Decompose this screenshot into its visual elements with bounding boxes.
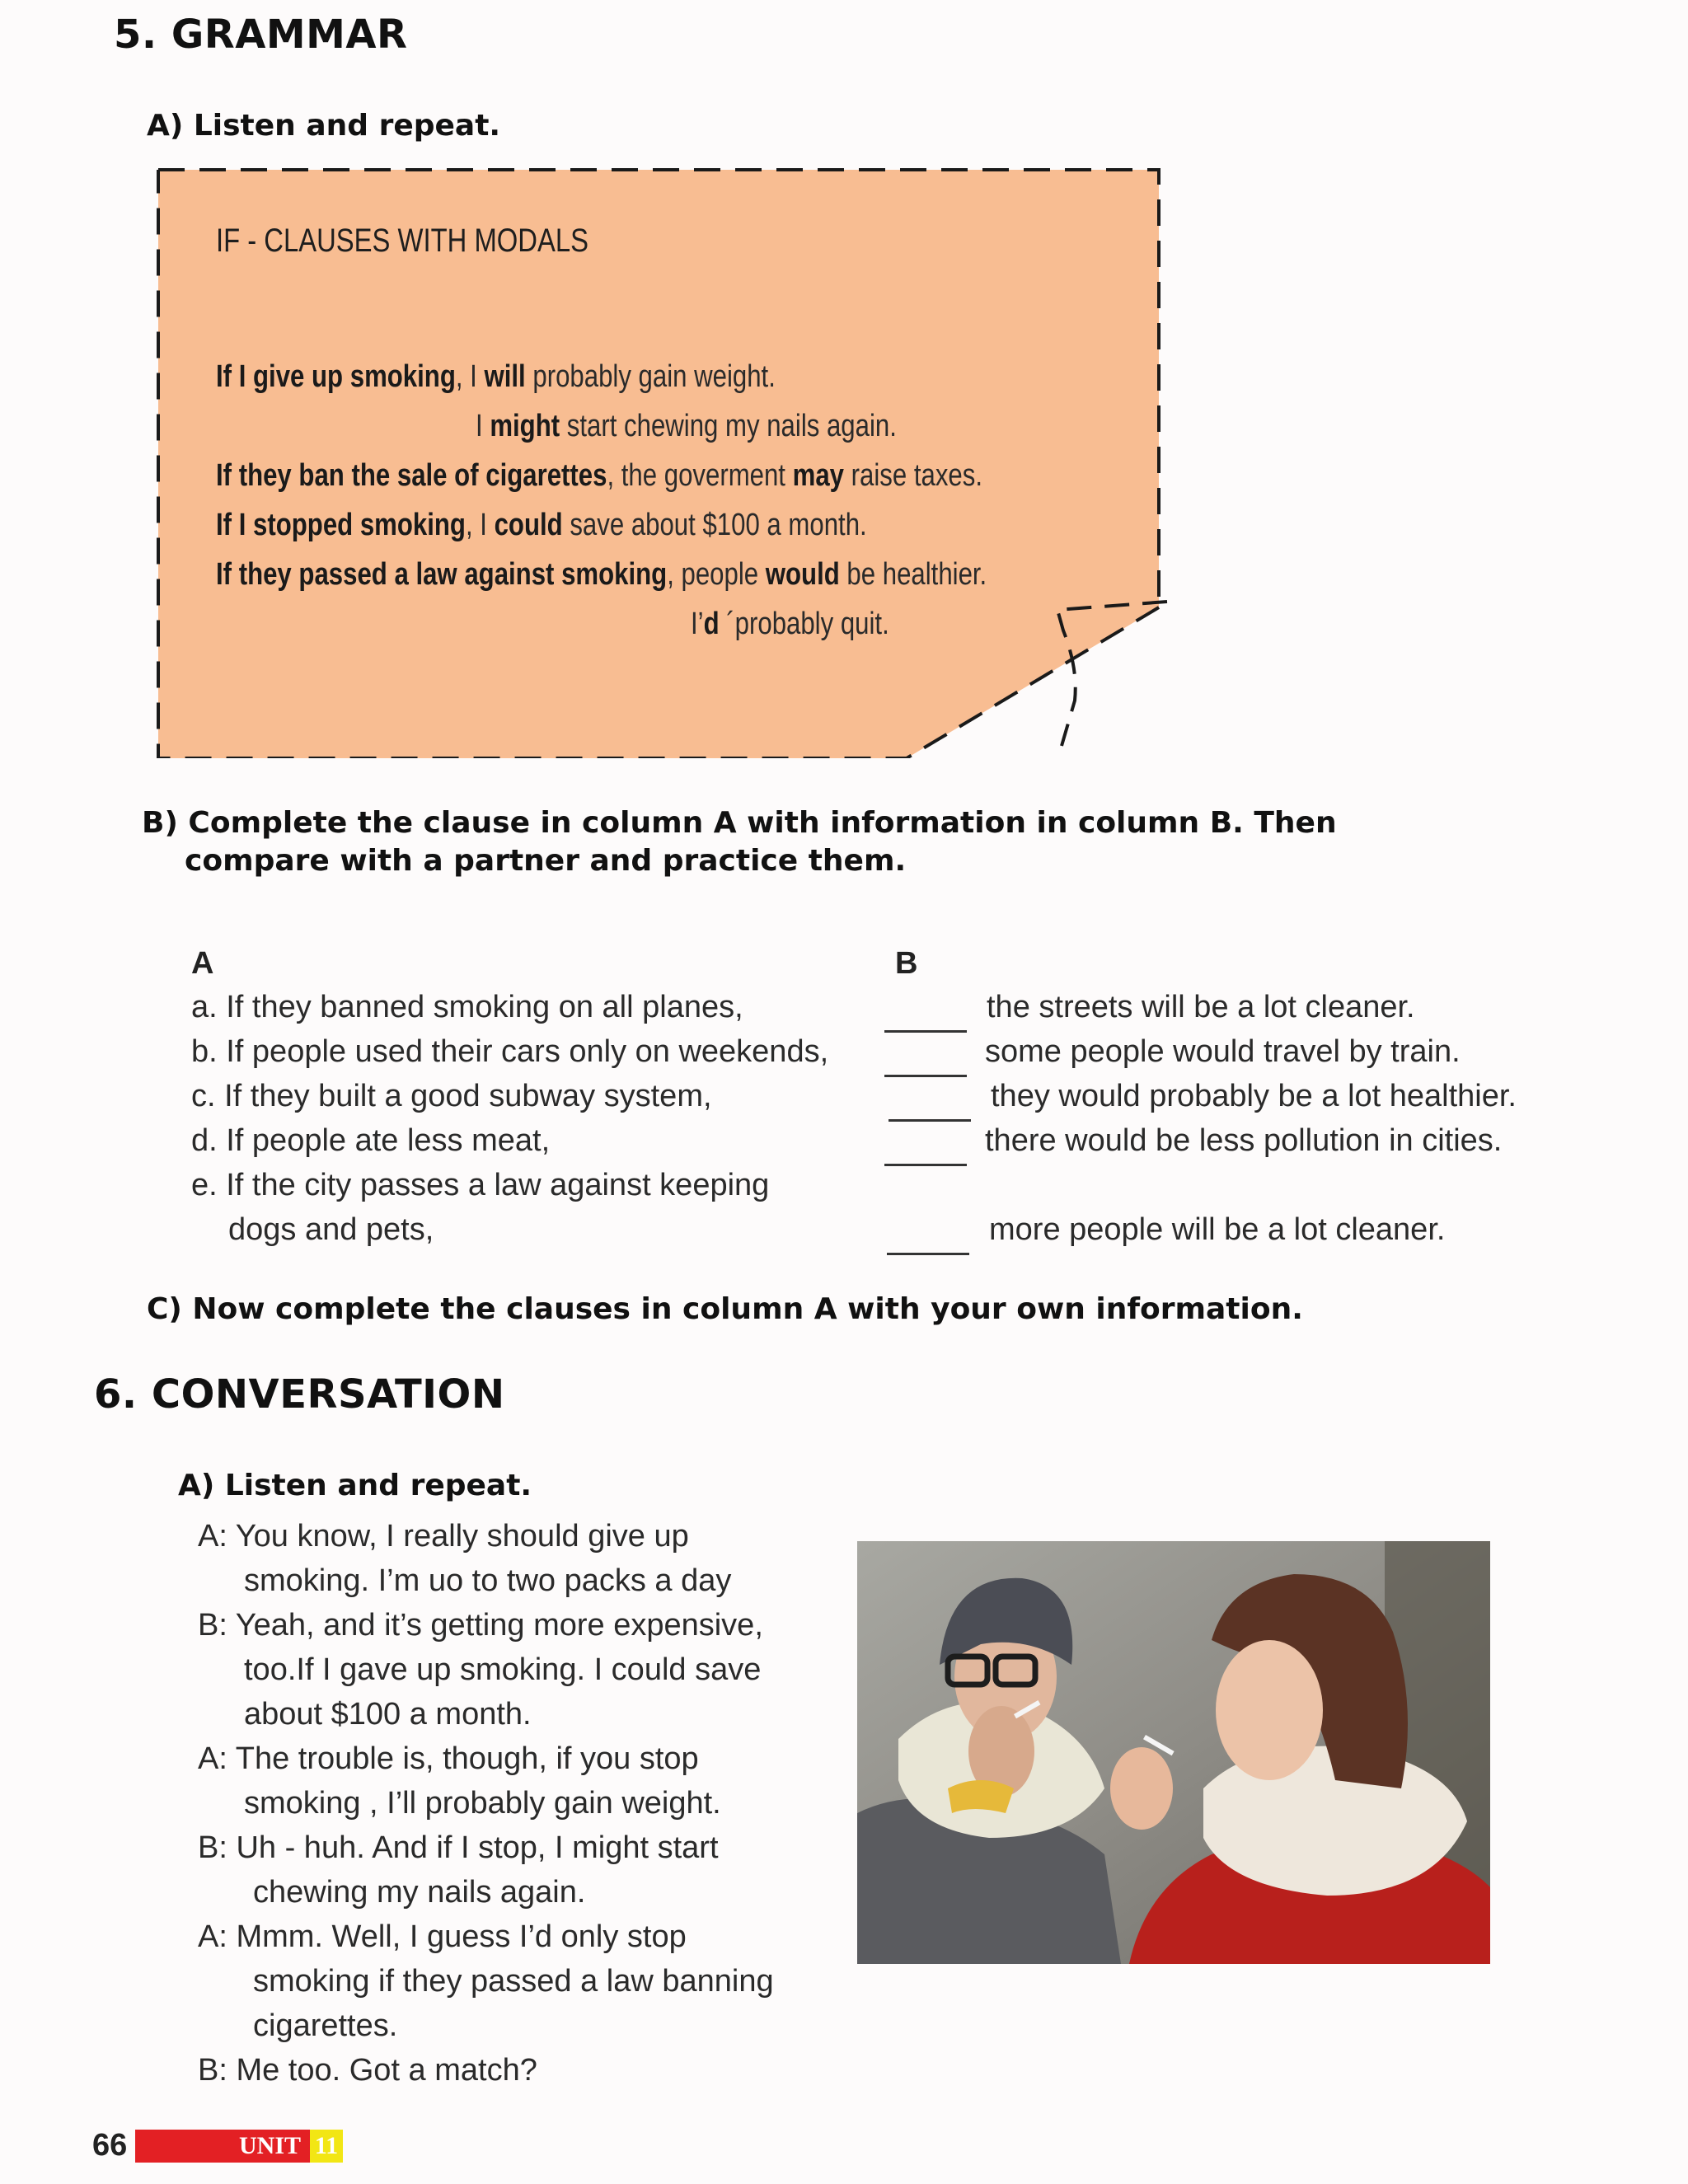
grammar-segment: , I xyxy=(455,359,485,394)
unit-label: UNIT xyxy=(239,2132,302,2159)
dialogue-line: smoking if they passed a law banning xyxy=(253,1964,774,1999)
column-b-header: B xyxy=(895,946,918,981)
grammar-example-line xyxy=(216,557,987,593)
column-a-item-c: c. If they built a good subway system, xyxy=(191,1079,712,1113)
answer-blank[interactable] xyxy=(887,1244,969,1259)
unit-number: 11 xyxy=(310,2130,343,2163)
smoking-women-photo xyxy=(857,1541,1490,1964)
dialogue-line: about $100 a month. xyxy=(244,1697,532,1732)
dialogue-line: B: Uh - huh. And if I stop, I might start xyxy=(198,1830,719,1865)
grammar-bold-segment: could xyxy=(494,508,563,542)
grammar-bold-segment: If I give up smoking xyxy=(216,359,456,394)
grammar-segment: probably gain weight. xyxy=(525,359,776,394)
grammar-segment: start chewing my nails again. xyxy=(560,409,897,443)
column-b-item-2: some people would travel by train. xyxy=(985,1034,1461,1069)
grammar-example-line xyxy=(476,409,897,444)
section-heading-conversation: 6. CONVERSATION xyxy=(94,1371,505,1418)
dialogue-line: A: The trouble is, though, if you stop xyxy=(198,1741,699,1776)
grammar-example-line xyxy=(216,508,867,543)
dialogue-line: B: Me too. Got a match? xyxy=(198,2053,537,2088)
column-b-item-3: they would probably be a lot healthier. xyxy=(991,1079,1517,1113)
grammar-bold-segment: If I stopped smoking xyxy=(216,508,466,542)
column-a-item-a: a. If they banned smoking on all planes, xyxy=(191,990,743,1024)
grammar-bold-segment: would xyxy=(765,557,840,592)
column-b-item-4: there would be less pollution in cities. xyxy=(985,1123,1503,1158)
column-a-item-e-continued: dogs and pets, xyxy=(228,1212,434,1247)
dialogue-line: B: Yeah, and it’s getting more expensive, xyxy=(198,1608,763,1643)
part-b-text: B) Complete the clause in column A with information in column B. Then compare with a partner and practice them. xyxy=(142,806,1337,878)
dialogue-line: smoking. I’m uo to two packs a day xyxy=(244,1563,732,1598)
grammar-bold-segment: may xyxy=(792,458,844,493)
dialogue-line: too.If I gave up smoking. I could save xyxy=(244,1652,762,1687)
answer-blank[interactable] xyxy=(884,1155,967,1170)
grammar-segment: I xyxy=(476,409,490,443)
grammar-box-title: IF - CLAUSES WITH MODALS xyxy=(216,223,588,259)
section-heading-grammar: 5. GRAMMAR xyxy=(114,12,408,58)
grammar-example-line xyxy=(691,607,889,642)
column-a-header: A xyxy=(191,946,214,981)
dialogue-line: chewing my nails again. xyxy=(253,1875,586,1910)
column-a-item-d: d. If people ate less meat, xyxy=(191,1123,551,1158)
column-a-item-e: e. If the city passes a law against keeping xyxy=(191,1168,770,1202)
grammar-bold-segment: might xyxy=(490,409,560,443)
grammar-bold-segment: If they passed a law against smoking xyxy=(216,557,668,592)
grammar-segment: save about $100 a month. xyxy=(562,508,867,542)
grammar-segment: I’ xyxy=(691,607,704,641)
answer-blank[interactable] xyxy=(889,1111,971,1126)
grammar-segment: , people xyxy=(667,557,766,592)
grammar-example-line xyxy=(216,458,982,494)
grammar-part-c-instruction: C) Now complete the clauses in column A with your own information. xyxy=(147,1292,1303,1326)
grammar-segment: , I xyxy=(465,508,495,542)
grammar-bold-segment: d xyxy=(703,607,720,641)
page-number: 66 xyxy=(92,2128,128,2163)
column-b-item-5: more people will be a lot cleaner. xyxy=(989,1212,1446,1247)
column-a-item-b: b. If people used their cars only on weekends, xyxy=(191,1034,829,1069)
conversation-part-a-instruction: A) Listen and repeat. xyxy=(178,1469,532,1502)
grammar-segment: , the goverment xyxy=(607,458,793,493)
grammar-segment: be healthier. xyxy=(839,557,987,592)
grammar-part-a-instruction: A) Listen and repeat. xyxy=(147,109,501,143)
grammar-segment: ´probably quit. xyxy=(719,607,889,641)
dialogue-line: smoking , I’ll probably gain weight. xyxy=(244,1786,721,1821)
dialogue-line: A: You know, I really should give up xyxy=(198,1519,689,1554)
grammar-segment: raise taxes. xyxy=(843,458,982,493)
grammar-bold-segment: will xyxy=(484,359,526,394)
grammar-example-line xyxy=(216,359,776,395)
grammar-bold-segment: If they ban the sale of cigarettes xyxy=(216,458,607,493)
dialogue-line: A: Mmm. Well, I guess I’d only stop xyxy=(198,1919,687,1954)
answer-blank[interactable] xyxy=(884,1022,967,1037)
grammar-part-b-instruction xyxy=(142,804,1428,880)
dialogue-line: cigarettes. xyxy=(253,2008,398,2043)
answer-blank[interactable] xyxy=(884,1066,967,1081)
column-b-item-1: the streets will be a lot cleaner. xyxy=(987,990,1415,1024)
